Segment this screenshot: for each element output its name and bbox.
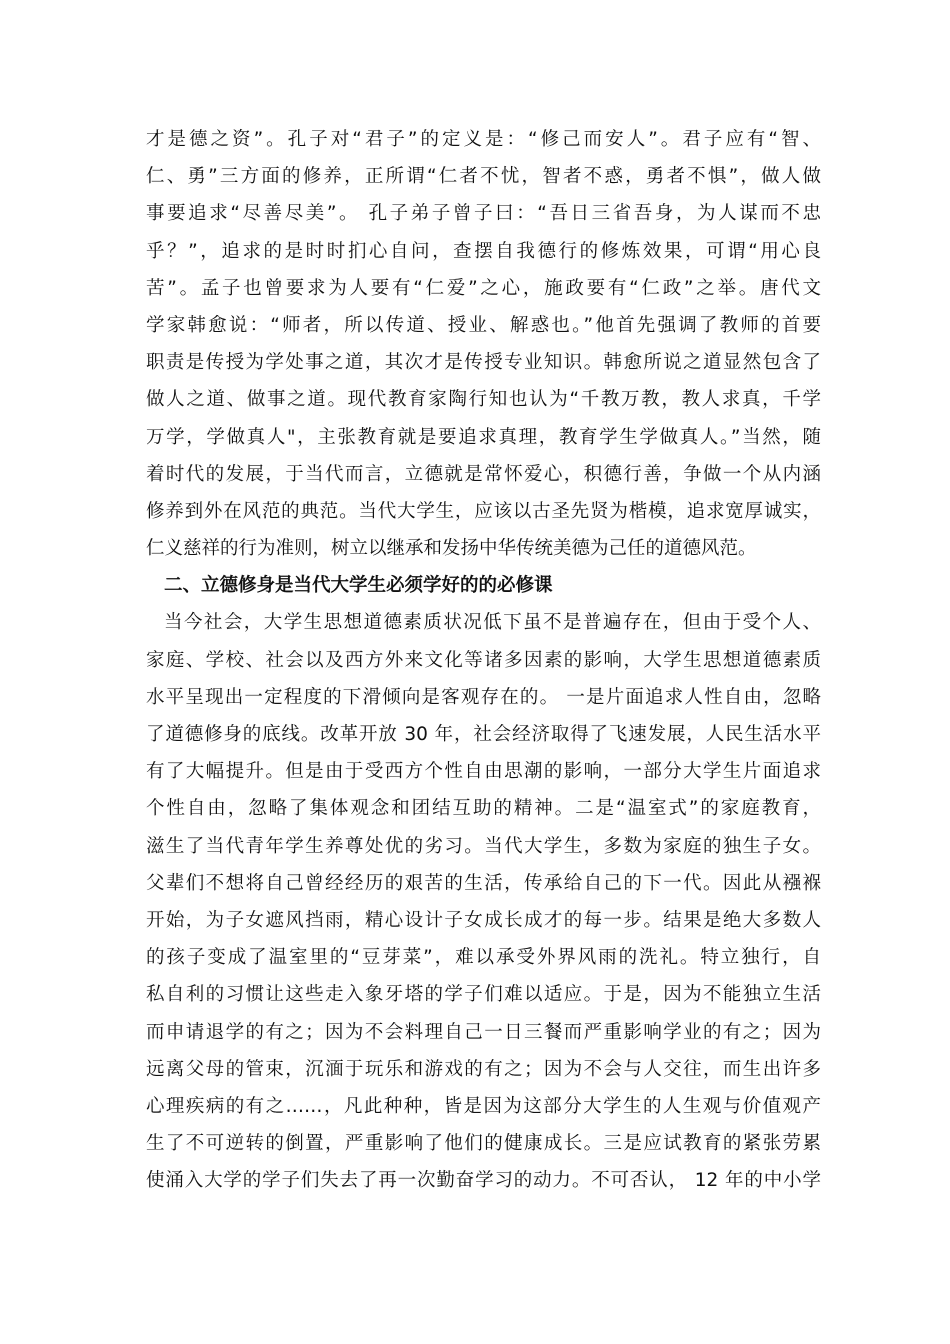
text-line: 当今社会，大学生思想道德素质状况低下虽不是普遍存在，但由于受个人、: [164, 612, 821, 634]
text-line: 着时代的发展，于当代而言，立德就是常怀爱心，积德行善，争做一个从内涵: [146, 463, 821, 485]
text-line: 职责是传授为学处事之道，其次才是传授专业知识。韩愈所说之道显然包含了: [146, 352, 821, 374]
paragraph-2: [146, 604, 821, 1199]
text-line: 私自利的习惯让这些走入象牙塔的学子们难以适应。于是，因为不能独立生活: [146, 984, 821, 1006]
text-line: 仁义慈祥的行为准则，树立以继承和发扬中华传统美德为己任的道德风范。: [146, 538, 757, 560]
text-line: 仁、勇”三方面的修养，正所谓“仁者不忧，智者不惑，勇者不惧”，做人做: [146, 166, 821, 188]
text-line: 有了大幅提升。但是由于受西方个性自由思潮的影响，一部分大学生片面追求: [146, 761, 821, 783]
text-line: 苦”。孟子也曾要求为人要有“仁爱”之心，施政要有“仁政”之举。唐代文: [146, 277, 821, 299]
text-line: 修养到外在风范的典范。当代大学生，应该以古圣先贤为楷模，追求宽厚诚实，: [146, 500, 821, 522]
text-line: 的孩子变成了温室里的“豆芽菜”，难以承受外界风雨的洗礼。特立独行，自: [146, 947, 821, 969]
text-line: 乎？”，追求的是时时扪心自问，查摆自我德行的修炼效果，可谓“用心良: [146, 240, 821, 262]
text-line: 远离父母的管束，沉湎于玩乐和游戏的有之；因为不会与人交往，而生出许多: [146, 1058, 821, 1080]
paragraph-1: [146, 121, 821, 567]
document-body: [146, 121, 821, 1199]
text-line: 万学，学做真人"，主张教育就是要追求真理，教育学生学做真人。”当然，随: [146, 426, 821, 448]
text-line: 了道德修身的底线。改革开放 30 年，社会经济取得了飞速发展，人民生活水平: [146, 724, 821, 745]
text-line: 家庭、学校、社会以及西方外来文化等诸多因素的影响，大学生思想道德素质: [146, 649, 821, 671]
text-line: 才是德之资”。孔子对“君子”的定义是：“修己而安人”。君子应有“智、: [146, 129, 821, 150]
text-line: 做人之道、做事之道。现代教育家陶行知也认为“千教万教，教人求真，千学: [146, 389, 821, 411]
section-heading: 二、立德修身是当代大学生必须学好的的必修课: [164, 575, 553, 597]
text-line: 而申请退学的有之；因为不会料理自己一日三餐而严重影响学业的有之；因为: [146, 1021, 821, 1043]
text-line: 学家韩愈说：“师者，所以传道、授业、解惑也。”他首先强调了教师的首要: [146, 314, 821, 336]
text-line: 生了不可逆转的倒置，严重影响了他们的健康成长。三是应试教育的紧张劳累: [146, 1133, 821, 1155]
text-line: 事要追求“尽善尽美”。 孔子弟子曾子曰：“吾日三省吾身，为人谋而不忠: [146, 203, 821, 225]
text-line: 个性自由，忽略了集体观念和团结互助的精神。二是“温室式”的家庭教育，: [146, 798, 821, 820]
text-line: 滋生了当代青年学生养尊处优的劣习。当代大学生，多数为家庭的独生子女。: [146, 835, 821, 857]
text-line: 心理疾病的有之……，凡此种种，皆是因为这部分大学生的人生观与价值观产: [146, 1095, 821, 1117]
text-line: 水平呈现出一定程度的下滑倾向是客观存在的。 一是片面追求人性自由，忽略: [146, 686, 821, 708]
text-line: 开始，为子女遮风挡雨，精心设计子女成长成才的每一步。结果是绝大多数人: [146, 909, 821, 931]
text-line: 使涌入大学的学子们失去了再一次勤奋学习的动力。不可否认， 12 年的中小学: [146, 1170, 821, 1192]
text-line: 父辈们不想将自己曾经经历的艰苦的生活，传承给自己的下一代。因此从襁褓: [146, 872, 821, 894]
